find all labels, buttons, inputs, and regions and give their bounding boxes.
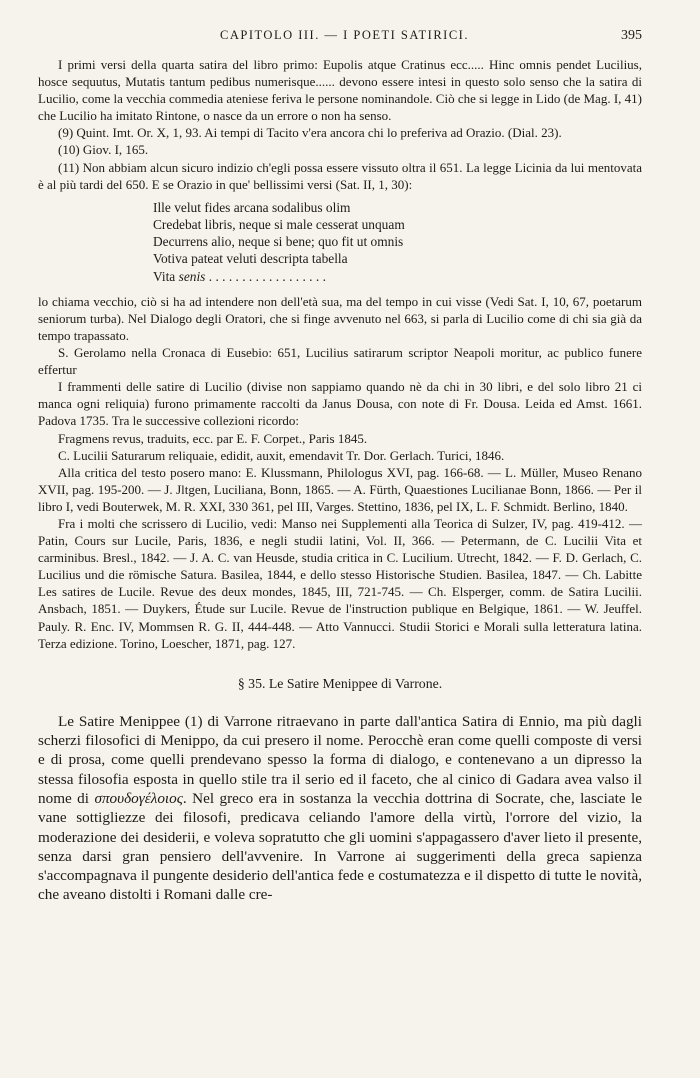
running-header — [38, 28, 642, 48]
footnotes-top — [38, 56, 642, 193]
verse-line-last: Vita senis . . . . . . . . . . . . . . . . . . — [153, 268, 326, 284]
note-paragraph: Fragmens revus, traduits, ecc. par E. F. Corpet., Paris 1845. — [58, 430, 368, 446]
note-paragraph: S. Gerolamo nella Cronaca di Eusebio: 651, Lucilius satirarum scriptor Neapoli moritur, ac publico funere effertur — [38, 345, 642, 378]
verse-line: Credebat libris, neque si male cesserat unquam — [153, 216, 405, 232]
verse-italic-word: senis — [178, 268, 206, 284]
section-heading: § 35. Le Satire Menippee di Varrone. — [237, 675, 443, 691]
running-title: CAPITOLO III. — I POETI SATIRICI. — [220, 28, 469, 42]
main-body — [38, 712, 642, 905]
note-paragraph: (11) Non abbiam alcun sicuro indizio ch'egli possa essere vissuto oltra il 651. La legge Licinia da lui mentovata è al più tardi del 650. E se Orazio in que' bellissimi versi (Sat. II, 1, 30): — [38, 159, 642, 192]
greek-term: σπουδογέλοιος — [94, 789, 183, 807]
note-paragraph: C. Lucilii Saturarum reliquaie, edidit, auxit, emendavit Tr. Dor. Gerlach. Turici, 1846. — [58, 447, 505, 463]
page-number: 395 — [621, 28, 642, 43]
verse-line: Votiva pateat veluti descripta tabella — [153, 251, 348, 267]
note-paragraph: Alla critica del testo posero mano: E. Klussmann, Philologus XVI, pag. 166-68. — L. Müller, Museo Renano XVII, pag. 195-200. — J. Jltgen, Luciliana, Bonn, 1865. — A. Fürth, Quaestiones Lucilianae Bonn, 1866. — Per il libro I, vedi Bouterwek, M. R. XXI, 330 361, pel III, Varges. Stettino, 1836, pel IX, L. F. Schmidt. Berlino, 1840. — [38, 464, 642, 514]
note-paragraph: I primi versi della quarta satira del libro primo: Eupolis atque Cratinus ecc..... Hinc omnis pendet Lucilius, hosce sequutus, Mutatis tantum pedibus numerisque...... devono essere intesi in questo solo senso che la satira di Lucilio, come la vecchia commedia ateniese feriva le persone nominandole. Ciò che si legge in Lido (de Mag. I, 41) che Lucilio ha imitato Rintone, o nasce da un errore o non ha senso. — [38, 57, 642, 124]
body-paragraph: Le Satire Menippee (1) di Varrone ritraevano in parte dall'antica Satira di Ennio, ma più dagli scherzi filosofici di Menippo, da cui presero il nome. Perocchè eran come quelli composte di versi e di prosa, come quelli prendevano spesso la forma di dialogo, e contenevano a un dipresso la stessa filosofia esposta in quello stile tra il serio ed il faceto, che al cinico di Gadara avea valso il nome di σπουδογέλοιος. Nel greco era in sostanza la vecchia dottrina di Socrate, che, lasciate le vane sottigliezze dei filosofi, predicava celiando l'amore della virtù, l'orrore del vizio, la moderazione dei desiderii, e voleva sopratutto che gli uomini s'appagassero d'aver lieto il presente, senza darsi gran pensiero dell'avvenire. In Varrone ai suggerimenti della greca sapienza s'accompagnava il pungente desiderio dell'antica fede e costumatezza e il dispetto di tutte le novità, che aveano distolti i Romani dalle cre- — [38, 712, 643, 904]
verse-line: Ille velut fides arcana sodalibus olim — [153, 199, 351, 215]
note-paragraph: I frammenti delle satire di Lucilio (divise non sappiamo quando nè da chi in 30 libri, e del solo libro 21 ci manca ogni reliquia) furono primamente raccolti da Janus Dousa, con note di Fr. Dousa. Leida ed Amst. 1661. Padova 1735. Tra le successive collezioni ricordo: — [38, 379, 642, 429]
note-paragraph: lo chiama vecchio, ciò si ha ad intendere non dell'età sua, ma del tempo in cui visse (Vedi Sat. I, 10, 67, poetarum seniorum turba). Nel Dialogo degli Oratori, che si finge avvenuto nel 663, si parla di Lucilio come di chi sia già da tempo trapassato. — [38, 293, 642, 343]
verse-line: Decurrens alio, neque si bene; quo fit ut omnis — [153, 234, 404, 250]
footnotes-continued — [38, 293, 642, 652]
note-paragraph: (9) Quint. Imt. Or. X, 1, 93. Ai tempi di Tacito v'era ancora chi lo preferiva ad Orazio. (Dial. 23). — [58, 125, 562, 141]
note-paragraph: Fra i molti che scrissero di Lucilio, vedi: Manso nei Supplementi alla Teorica di Sulzer, IV, pag. 419-412. — Patin, Cours sur Lucile, Paris, 1836, e negli studii latini, Vol. II, 366. — Petermann, de C. Lucilii Vita et carminibus. Bresl., 1842. — J. A. C. van Heusde, studia critica in C. Lucilium. Utrecht, 1842. — F. D. Gerlach, C. Lucilius und die römische Satura. Basilea, 1844, e dello stesso Historische Studien. Basilea, 1847. — Ch. Labitte Les satires de Lucile. Revue des deux mondes, 1845, III, 721-745. — Ch. Elsperger, comm. de Satira Lucilii. Ansbach, 1851. — Duykers, Étude sur Lucile. Revue de l'instruction publique en Belgique, 1861. — W. Jeuffel. Pauly. R. Enc. IV, Mommsen R. G. II, 444-448. — Atto Vannucci. Studii Storici e Morali sulla letteratura latina. Terza edizione. Torino, Loescher, 1871, pag. 127. — [38, 515, 642, 651]
horace-verse-quote — [153, 199, 642, 285]
note-paragraph: (10) Giov. I, 165. — [58, 142, 149, 158]
